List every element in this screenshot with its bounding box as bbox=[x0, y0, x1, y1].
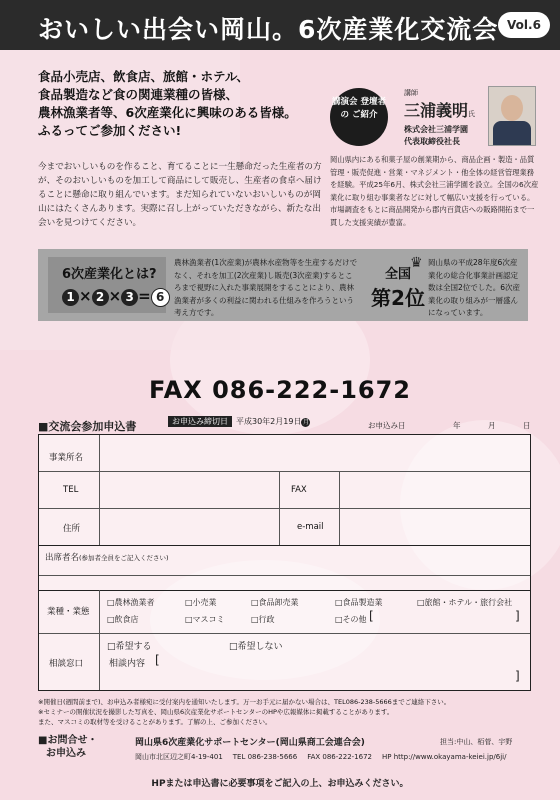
definition-title: 6次産業化とは? bbox=[62, 267, 157, 282]
date-day: 日 bbox=[523, 421, 531, 430]
speaker-bio: 岡山県内にある和菓子屋の創業期から、商品企画・製造・品質管理・販売促進・営業・マネジメント・他全体の経営管理業務を経験。平成25年6月、株式会社三浦学園を設立。全国の6次産業化に取り組む事業者などに対して幅広い支援を行っている。市場調査をもとに商品開発から郡内百貨店への販路開拓まで一貫した支援実績が豊富。 bbox=[330, 155, 539, 227]
contact-heading bbox=[38, 734, 97, 760]
tel-label: TEL bbox=[63, 485, 79, 495]
rank-text: 岡山県の平成28年度6次産業化の総合化事業計画認定数は全国2位でした。6次産業化の取り組みが一層盛んになっています。 bbox=[428, 258, 521, 317]
application-date[interactable] bbox=[368, 420, 531, 431]
note-line: また、マスコミの取材等を受けることがあります。了解の上、ご参加ください。 bbox=[38, 718, 272, 726]
application-form bbox=[38, 434, 531, 691]
checkbox-wholesale[interactable]: □食品卸売業 bbox=[251, 598, 299, 607]
fax-label: FAX bbox=[291, 485, 307, 495]
notes bbox=[38, 697, 538, 727]
row-divider bbox=[39, 575, 530, 576]
deadline-weekday: 月 bbox=[302, 419, 309, 426]
speaker-name bbox=[404, 98, 475, 121]
volume-badge: Vol.6 bbox=[498, 12, 550, 38]
note-line: ※開催日(週間前まで)、お申込み者様宛に受付案内を通知いたします。万一お手元に届かない場合は、TEL086-238-5666までご連絡下さい。 bbox=[38, 698, 451, 706]
rank-badge bbox=[368, 263, 428, 311]
row-divider bbox=[39, 471, 530, 472]
intro-line: 農林漁業者等、6次産業化に興味のある皆様。 bbox=[38, 105, 297, 120]
definition-box bbox=[48, 257, 166, 313]
speaker-name-text: 三浦義明 bbox=[404, 101, 469, 120]
definition-text: 農林漁業者(1次産業)が農林水産物等を生産するだけでなく、それを加工(2次産業)し販売(3次産業)するところまで視野に入れた事業展開をすることにより、農林漁業者が多くの利益に関われる仕組みを作ろうという考え方です。 bbox=[174, 258, 358, 317]
intro-line: 食品製造など食の関連業種の皆様、 bbox=[38, 87, 239, 102]
note-line: ※セミナーの開催状況を撮影した写真を、岡山県6次産業化サポートセンターのHPや広報媒体に掲載することがあります。 bbox=[38, 708, 394, 716]
date-label: お申込み日 bbox=[368, 421, 406, 430]
industry-label: 業種・業態 bbox=[47, 607, 90, 617]
attendees-label bbox=[45, 551, 169, 563]
checkbox-media[interactable]: □マスコミ bbox=[185, 615, 225, 624]
attendees-note: (参加者全員をご記入ください) bbox=[79, 554, 169, 562]
contact-tel: TEL 086-238-5666 bbox=[232, 753, 298, 761]
fax-number: FAX 086-222-1672 bbox=[149, 376, 411, 404]
row-divider bbox=[39, 545, 530, 546]
other-bracket-close: ] bbox=[515, 609, 520, 623]
row-divider bbox=[39, 508, 530, 509]
consult-bracket-close: ] bbox=[515, 669, 520, 683]
formula-result: 6 bbox=[151, 288, 170, 307]
row-divider bbox=[39, 633, 530, 634]
contact-details bbox=[135, 752, 516, 762]
intro-text: 今までおいしいものを作ること、育てることに一生懸命だった生産者の方が、そのおいしいものを加工して商品にして販売し、生産者の食卓へ届けることに懸命に取り組んでいます。まだ知られていないおいしいものが岡山にはたくさんあります。実際に召し上がっていただきながら、新たな出会いを見つけてください。 bbox=[38, 162, 322, 228]
definition-formula: 1 × 2 × 3 = 6 bbox=[62, 287, 170, 307]
checkbox-restaurant[interactable]: □飲食店 bbox=[107, 615, 139, 624]
formula-number: 2 bbox=[92, 289, 109, 306]
date-month: 月 bbox=[488, 421, 496, 430]
checkbox-consult-no[interactable]: □希望しない bbox=[229, 642, 283, 652]
checkbox-manufacturing[interactable]: □食品製造業 bbox=[335, 598, 383, 607]
contact-staff: 担当:中山、栢菅、宇野 bbox=[440, 738, 513, 746]
contact-website-link[interactable]: HP http://www.okayama-keiei.jp/6ji/ bbox=[381, 753, 507, 761]
consult-content-label: 相談内容 bbox=[109, 659, 146, 669]
speaker-suffix: 氏 bbox=[468, 110, 476, 118]
rank-label: 全国 bbox=[384, 267, 411, 282]
rank-value: 第2位 bbox=[371, 286, 425, 310]
date-year: 年 bbox=[453, 421, 461, 430]
checkbox-other[interactable]: □その他 bbox=[335, 615, 367, 624]
formula-number: 3 bbox=[121, 289, 138, 306]
bottom-note: HPまたは申込書に必要事項をご記入の上、お申込みください。 bbox=[151, 779, 409, 789]
checkbox-farmer[interactable]: □農林漁業者 bbox=[107, 598, 155, 607]
contact-heading-line: お申込み bbox=[46, 748, 86, 759]
intro-line: 食品小売店、飲食店、旅館・ホテル、 bbox=[38, 69, 249, 84]
consult-bracket-open: [ bbox=[155, 653, 160, 667]
page-title: おいしい出会い岡山。6次産業化交流会 bbox=[38, 15, 499, 44]
row-divider bbox=[39, 590, 530, 591]
checkbox-government[interactable]: □行政 bbox=[251, 615, 275, 624]
speaker-company: 株式会社三浦学園 bbox=[404, 125, 468, 134]
speaker-affiliation bbox=[404, 124, 468, 148]
business-name-label: 事業所名 bbox=[49, 453, 84, 463]
deadline-value: 平成30年2月19日 bbox=[236, 417, 302, 426]
checkbox-hotel[interactable]: □旅館・ホテル・旅行会社 bbox=[417, 598, 513, 607]
speaker-photo bbox=[488, 86, 536, 146]
deadline-label: お申込み締切日 bbox=[168, 416, 232, 427]
attendees-label-text: 出席者名 bbox=[45, 553, 80, 563]
formula-number: 1 bbox=[62, 289, 79, 306]
consult-label: 相談窓口 bbox=[49, 659, 84, 669]
intro-heading bbox=[38, 68, 328, 140]
form-title: ■交流会参加申込書 bbox=[38, 420, 137, 433]
address-label: 住所 bbox=[63, 524, 81, 534]
crown-icon: ♛ bbox=[410, 255, 423, 271]
other-bracket-open: [ bbox=[369, 609, 374, 623]
speaker-position: 代表取締役社長 bbox=[404, 137, 460, 146]
divider bbox=[99, 435, 100, 545]
divider bbox=[99, 590, 100, 690]
speaker-badge: 講演会 登壇者の ご紹介 bbox=[330, 88, 388, 146]
speaker-section bbox=[330, 80, 540, 240]
checkbox-consult-yes[interactable]: □希望する bbox=[107, 642, 152, 652]
speaker-role: 講師 bbox=[404, 89, 418, 97]
info-band bbox=[38, 249, 528, 321]
checkbox-retail[interactable]: □小売業 bbox=[185, 598, 217, 607]
deadline bbox=[168, 416, 310, 430]
intro-line: ふるってご参加ください! bbox=[38, 123, 182, 138]
contact-heading-line: ■お問合せ・ bbox=[38, 735, 98, 746]
header-bar bbox=[0, 0, 560, 50]
contact-organization: 岡山県6次産業化サポートセンター(岡山県商工会連合会) bbox=[135, 738, 365, 748]
contact-fax: FAX 086-222-1672 bbox=[307, 753, 372, 761]
email-label: e-mail bbox=[297, 522, 324, 532]
contact-address: 岡山市北区辺之町4-19-401 bbox=[135, 753, 223, 761]
